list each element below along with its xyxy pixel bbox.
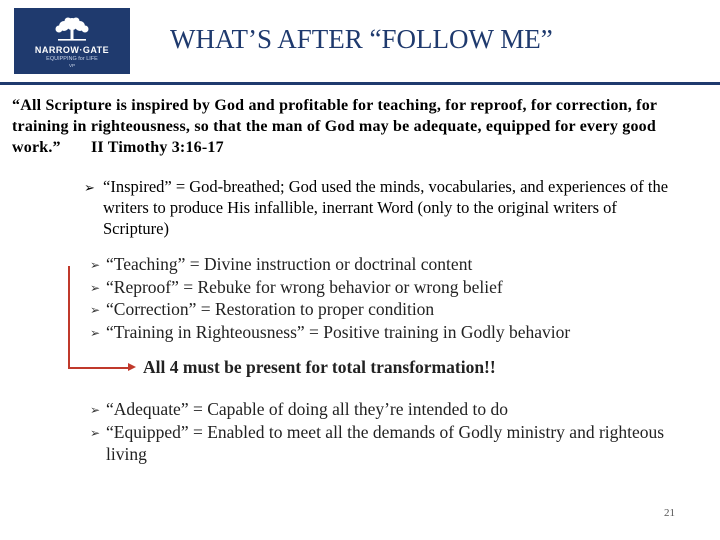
narrow-gate-logo: [14, 8, 130, 74]
page-number: 21: [664, 507, 675, 519]
quote-reference: II Timothy 3:16-17: [90, 139, 224, 156]
arrow-bullet-icon: ➢: [90, 258, 101, 272]
slide-title: WHAT’S AFTER “FOLLOW ME”: [170, 24, 553, 54]
bracket-line-horizontal: [68, 367, 130, 369]
all-four-note: All 4 must be present for total transformation!!: [143, 357, 496, 377]
arrow-bullet-icon: ➢: [90, 325, 101, 340]
arrow-head-icon: [128, 363, 136, 371]
bracket-line-vertical: [68, 266, 70, 368]
list-item: ➢ “Training in Righteousness” = Positive training in Godly behavior: [90, 321, 690, 344]
logo-small-text: VP: [68, 62, 75, 68]
list-item: ➢ “Correction” = Restoration to proper condition: [90, 298, 690, 321]
inspired-point-text: “Inspired” = God-breathed; God used the minds, vocabularies, and experiences of the writers to produce His infallible, inerrant Word (only to the original writers of Scripture): [103, 177, 669, 238]
header-divider: [0, 82, 720, 85]
four-points-list: [90, 253, 690, 343]
arrow-bullet-icon: ➢: [90, 425, 101, 440]
list-item: ➢ “Teaching” = Divine instruction or doctrinal content: [90, 253, 690, 276]
slide-header: [0, 0, 720, 82]
logo-tagline: EQUIPPING for LIFE: [46, 55, 98, 62]
inspired-point: [84, 176, 683, 239]
arrow-bullet-icon: ➢: [90, 280, 101, 295]
tree-icon: [50, 15, 94, 43]
list-item: ➢ “Reproof” = Rebuke for wrong behavior or wrong belief: [90, 276, 690, 299]
list-item: ➢ “Adequate” = Capable of doing all they’re intended to do: [90, 398, 690, 421]
outcome-points-list: [90, 398, 690, 466]
list-item: ➢ “Equipped” = Enabled to meet all the demands of Godly ministry and righteous living: [90, 421, 665, 464]
quote-text: “All Scripture is inspired by God and profitable for teaching, for reproof, for correction, for training in righteousness, so that the man of God may be adequate, equipped for every good work.”: [12, 97, 657, 156]
logo-name: NARROW·GATE: [34, 44, 110, 55]
arrow-bullet-icon: ➢: [90, 303, 101, 317]
scripture-quote: [12, 95, 692, 158]
arrow-bullet-icon: ➢: [84, 181, 95, 196]
arrow-bullet-icon: ➢: [90, 403, 101, 417]
